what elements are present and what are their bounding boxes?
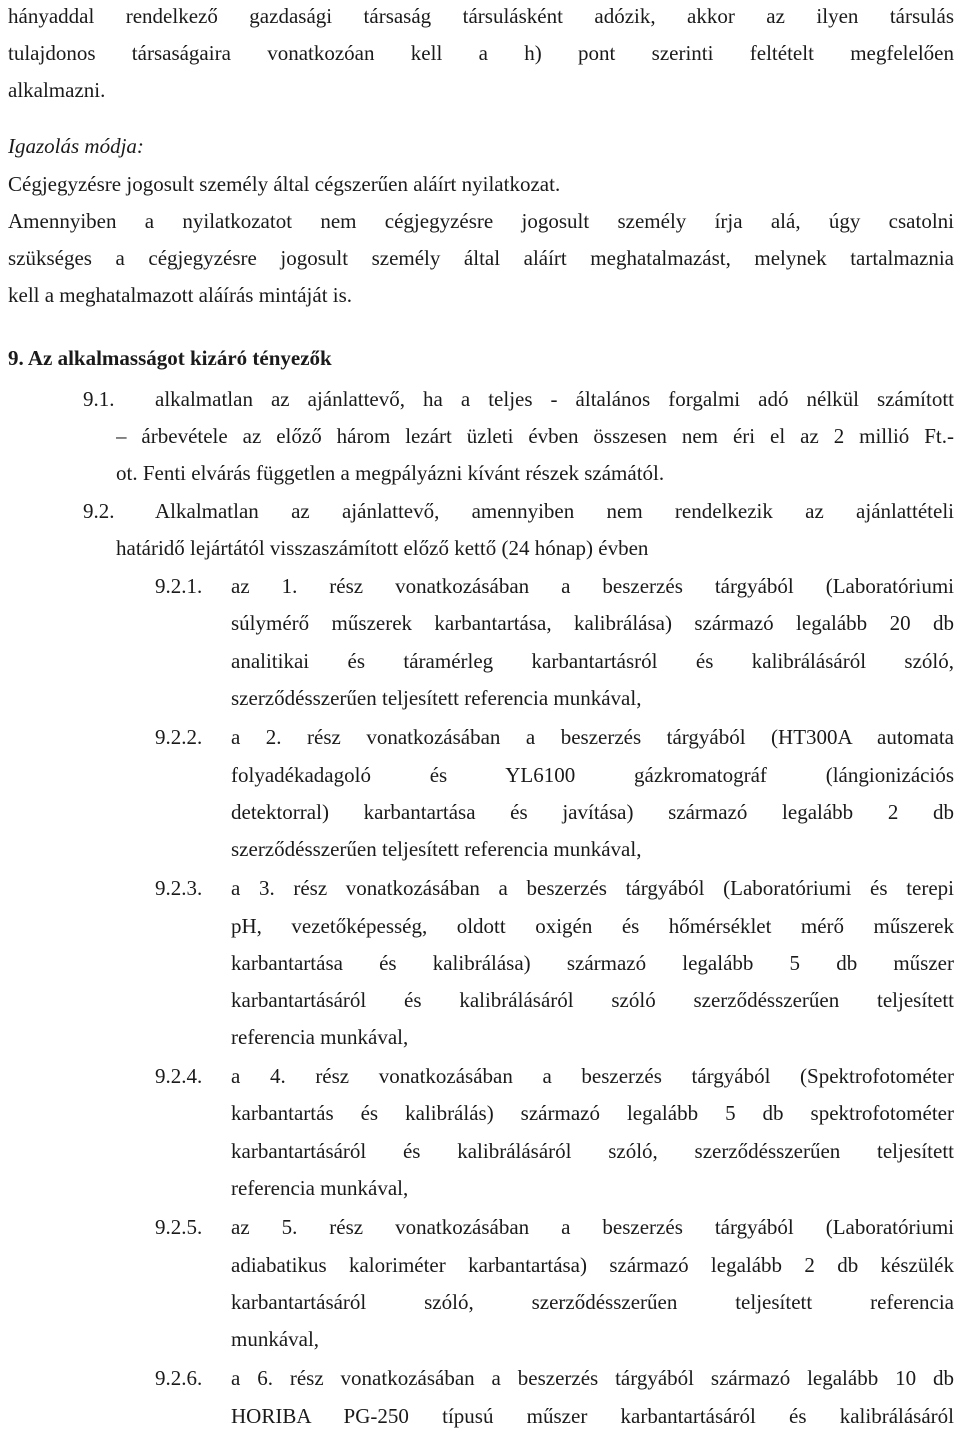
subitem-number: 9.2.1. [155,574,203,598]
subitem-line: referencia munkával, [231,1176,409,1200]
subitem-line: referencia munkával, [231,1025,409,1049]
subitem-line: karbantartás és kalibrálás) származó legalább 5 db spektrofotométer [231,1101,954,1125]
subitem-line: karbantartásáról és kalibrálásáról szóló szerződésszerűen teljesített [231,988,954,1012]
subitem-line: HORIBA PG-250 típusú műszer karbantartásáról és kalibrálásáról [231,1404,954,1428]
subitem-line: a 4. rész vonatkozásában a beszerzés tárgyából (Spektrofotométer [231,1064,954,1088]
subitem-number: 9.2.5. [155,1215,203,1239]
verification-line: Amennyiben a nyilatkozatot nem cégjegyzésre jogosult személy írja alá, úgy csatolni [8,209,954,233]
subitem-line: munkával, [231,1327,320,1351]
subitem-number: 9.2.6. [155,1366,203,1390]
subitem-number: 9.2.4. [155,1064,203,1088]
subitem-number: 9.2.2. [155,725,203,749]
subitem-number: 9.2.3. [155,876,203,900]
subitem-line: szerződésszerűen teljesített referencia munkával, [231,837,642,861]
intro-line: alkalmazni. [8,78,106,102]
subitem-line: szerződésszerűen teljesített referencia munkával, [231,686,642,710]
item-line: alkalmatlan az ajánlattevő, ha a teljes - általános forgalmi adó nélkül számított [155,387,954,411]
item-line: határidő lejártától visszaszámított előző kettő (24 hónap) évben [116,536,649,560]
subitem-line: adiabatikus kaloriméter karbantartása) származó legalább 2 db készülék [231,1253,954,1277]
item-number: 9.2. [83,499,115,523]
intro-line: tulajdonos társaságaira vonatkozóan kell a h) pont szerinti feltételt megfelelően [8,41,954,65]
subitem-line: pH, vezetőképesség, oldott oxigén és hőmérséklet mérő műszerek [231,914,954,938]
item-line: – árbevétele az előző három lezárt üzleti évben összesen nem éri el az 2 millió Ft.- [116,424,954,448]
subitem-line: a 6. rész vonatkozásában a beszerzés tárgyából származó legalább 10 db [231,1366,954,1390]
subitem-line: a 3. rész vonatkozásában a beszerzés tárgyából (Laboratóriumi és terepi [231,876,954,900]
section-heading: 9. Az alkalmasságot kizáró tényezők [8,346,332,370]
verification-heading: Igazolás módja: [8,134,144,158]
item-line: ot. Fenti elvárás független a megpályázni kívánt részek számától. [116,461,665,485]
subitem-line: súlymérő műszerek karbantartása, kalibrálása) származó legalább 20 db [231,611,954,635]
intro-line: hányaddal rendelkező gazdasági társaság társulásként adózik, akkor az ilyen társulás [8,4,954,28]
subitem-line: analitikai és táramérleg karbantartásról és kalibrálásáról szóló, [231,649,954,673]
subitem-line: folyadékadagoló és YL6100 gázkromatográf (lángionizációs [231,763,954,787]
item-number: 9.1. [83,387,115,411]
subitem-line: karbantartásáról és kalibrálásáról szóló, szerződésszerűen teljesített [231,1139,954,1163]
subitem-line: karbantartása és kalibrálása) származó legalább 5 db műszer [231,951,954,975]
verification-line: Cégjegyzésre jogosult személy által cégszerűen aláírt nyilatkozat. [8,172,561,196]
subitem-line: az 5. rész vonatkozásában a beszerzés tárgyából (Laboratóriumi [231,1215,954,1239]
subitem-line: karbantartásáról szóló, szerződésszerűen teljesített referencia [231,1290,954,1314]
verification-line: szükséges a cégjegyzésre jogosult személy által aláírt meghatalmazást, melynek tartalmaznia [8,246,954,270]
subitem-line: az 1. rész vonatkozásában a beszerzés tárgyából (Laboratóriumi [231,574,954,598]
item-line: Alkalmatlan az ajánlattevő, amennyiben nem rendelkezik az ajánlattételi [155,499,954,523]
verification-line: kell a meghatalmazott aláírás mintáját is. [8,283,353,307]
subitem-line: detektorral) karbantartása és javítása) származó legalább 2 db [231,800,954,824]
subitem-line: a 2. rész vonatkozásában a beszerzés tárgyából (HT300A automata [231,725,954,749]
